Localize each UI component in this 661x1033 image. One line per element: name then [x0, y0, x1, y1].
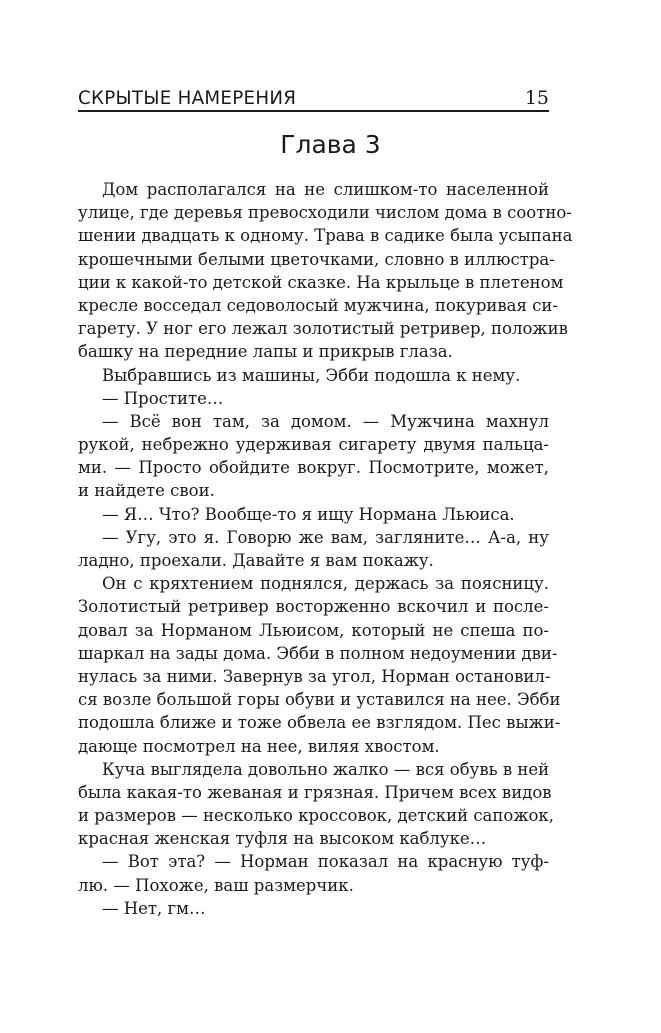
text-line: — Вот эта? — Норман показал на красную туф- — [102, 852, 549, 872]
text-line: Куча выглядела довольно жалко — вся обувь в ней — [102, 759, 550, 779]
text-line: ции к какой-то детской сказке. На крыльце в плетеном — [78, 272, 564, 292]
text-line: нулась за ними. Завернув за угол, Норман остановил- — [78, 666, 551, 686]
text-line: довал за Норманом Льюисом, который не спеша по- — [78, 620, 549, 640]
text-line: улице, где деревья превосходили числом дома в соотно- — [78, 203, 572, 223]
running-title: СКРЫТЫЕ НАМЕРЕНИЯ — [78, 87, 297, 109]
text-line: подошла ближе и тоже обвела ее взглядом. Пес выжи- — [78, 713, 561, 733]
text-line: — Всё вон там, за домом. — Мужчина махнул — [102, 411, 549, 431]
text-line: дающе посмотрел на нее, виляя хвостом. — [78, 736, 440, 756]
text-line: гарету. У ног его лежал золотистый ретривер, положив — [78, 319, 568, 339]
text-line: и найдете свои. — [78, 481, 215, 501]
text-line: — Я… Что? Вообще-то я ищу Нормана Льюиса. — [102, 504, 515, 524]
text-line: — Простите… — [102, 388, 224, 408]
text-line: — Нет, гм… — [102, 898, 206, 918]
text-line: ся возле большой горы обуви и уставился на нее. Эбби — [78, 690, 561, 710]
text-line: крошечными белыми цветочками, словно в иллюстра- — [78, 249, 555, 269]
text-line: Золотистый ретривер восторженно вскочил и после- — [78, 597, 549, 617]
text-line: ми. — Просто обойдите вокруг. Посмотрите, может, — [78, 458, 549, 478]
text-line: была какая-то жеваная и грязная. Причем всех видов — [78, 782, 552, 802]
text-line: шаркал на зады дома. Эбби в полном недоумении дви- — [78, 643, 558, 663]
page-number: 15 — [524, 87, 549, 109]
text-line: башку на передние лапы и прикрыв глаза. — [78, 342, 453, 362]
body-text — [78, 178, 573, 920]
text-line: лю. — Похоже, ваш размерчик. — [78, 875, 354, 895]
text-line: — Угу, это я. Говорю же вам, загляните… А-а, ну — [102, 527, 549, 547]
text-line: рукой, небрежно удерживая сигарету двумя пальца- — [78, 435, 549, 455]
text-line: и размеров — несколько кроссовок, детский сапожок, — [78, 806, 554, 826]
text-line: Дом располагался на не слишком-то населенной — [102, 180, 549, 199]
text-line: ладно, проехали. Давайте я вам покажу. — [78, 551, 434, 570]
text-line: Он с кряхтением поднялся, держась за поясницу. — [102, 574, 549, 594]
text-line: кресле восседал седоволосый мужчина, покуривая си- — [78, 295, 558, 315]
text-line: красная женская туфля на высоком каблуке… — [78, 829, 487, 849]
text-line: Выбравшись из машины, Эбби подошла к нему. — [102, 365, 521, 385]
text-line: шении двадцать к одному. Трава в садике была усыпана — [78, 226, 573, 246]
chapter-title: Глава 3 — [280, 130, 381, 159]
running-header — [78, 80, 549, 112]
